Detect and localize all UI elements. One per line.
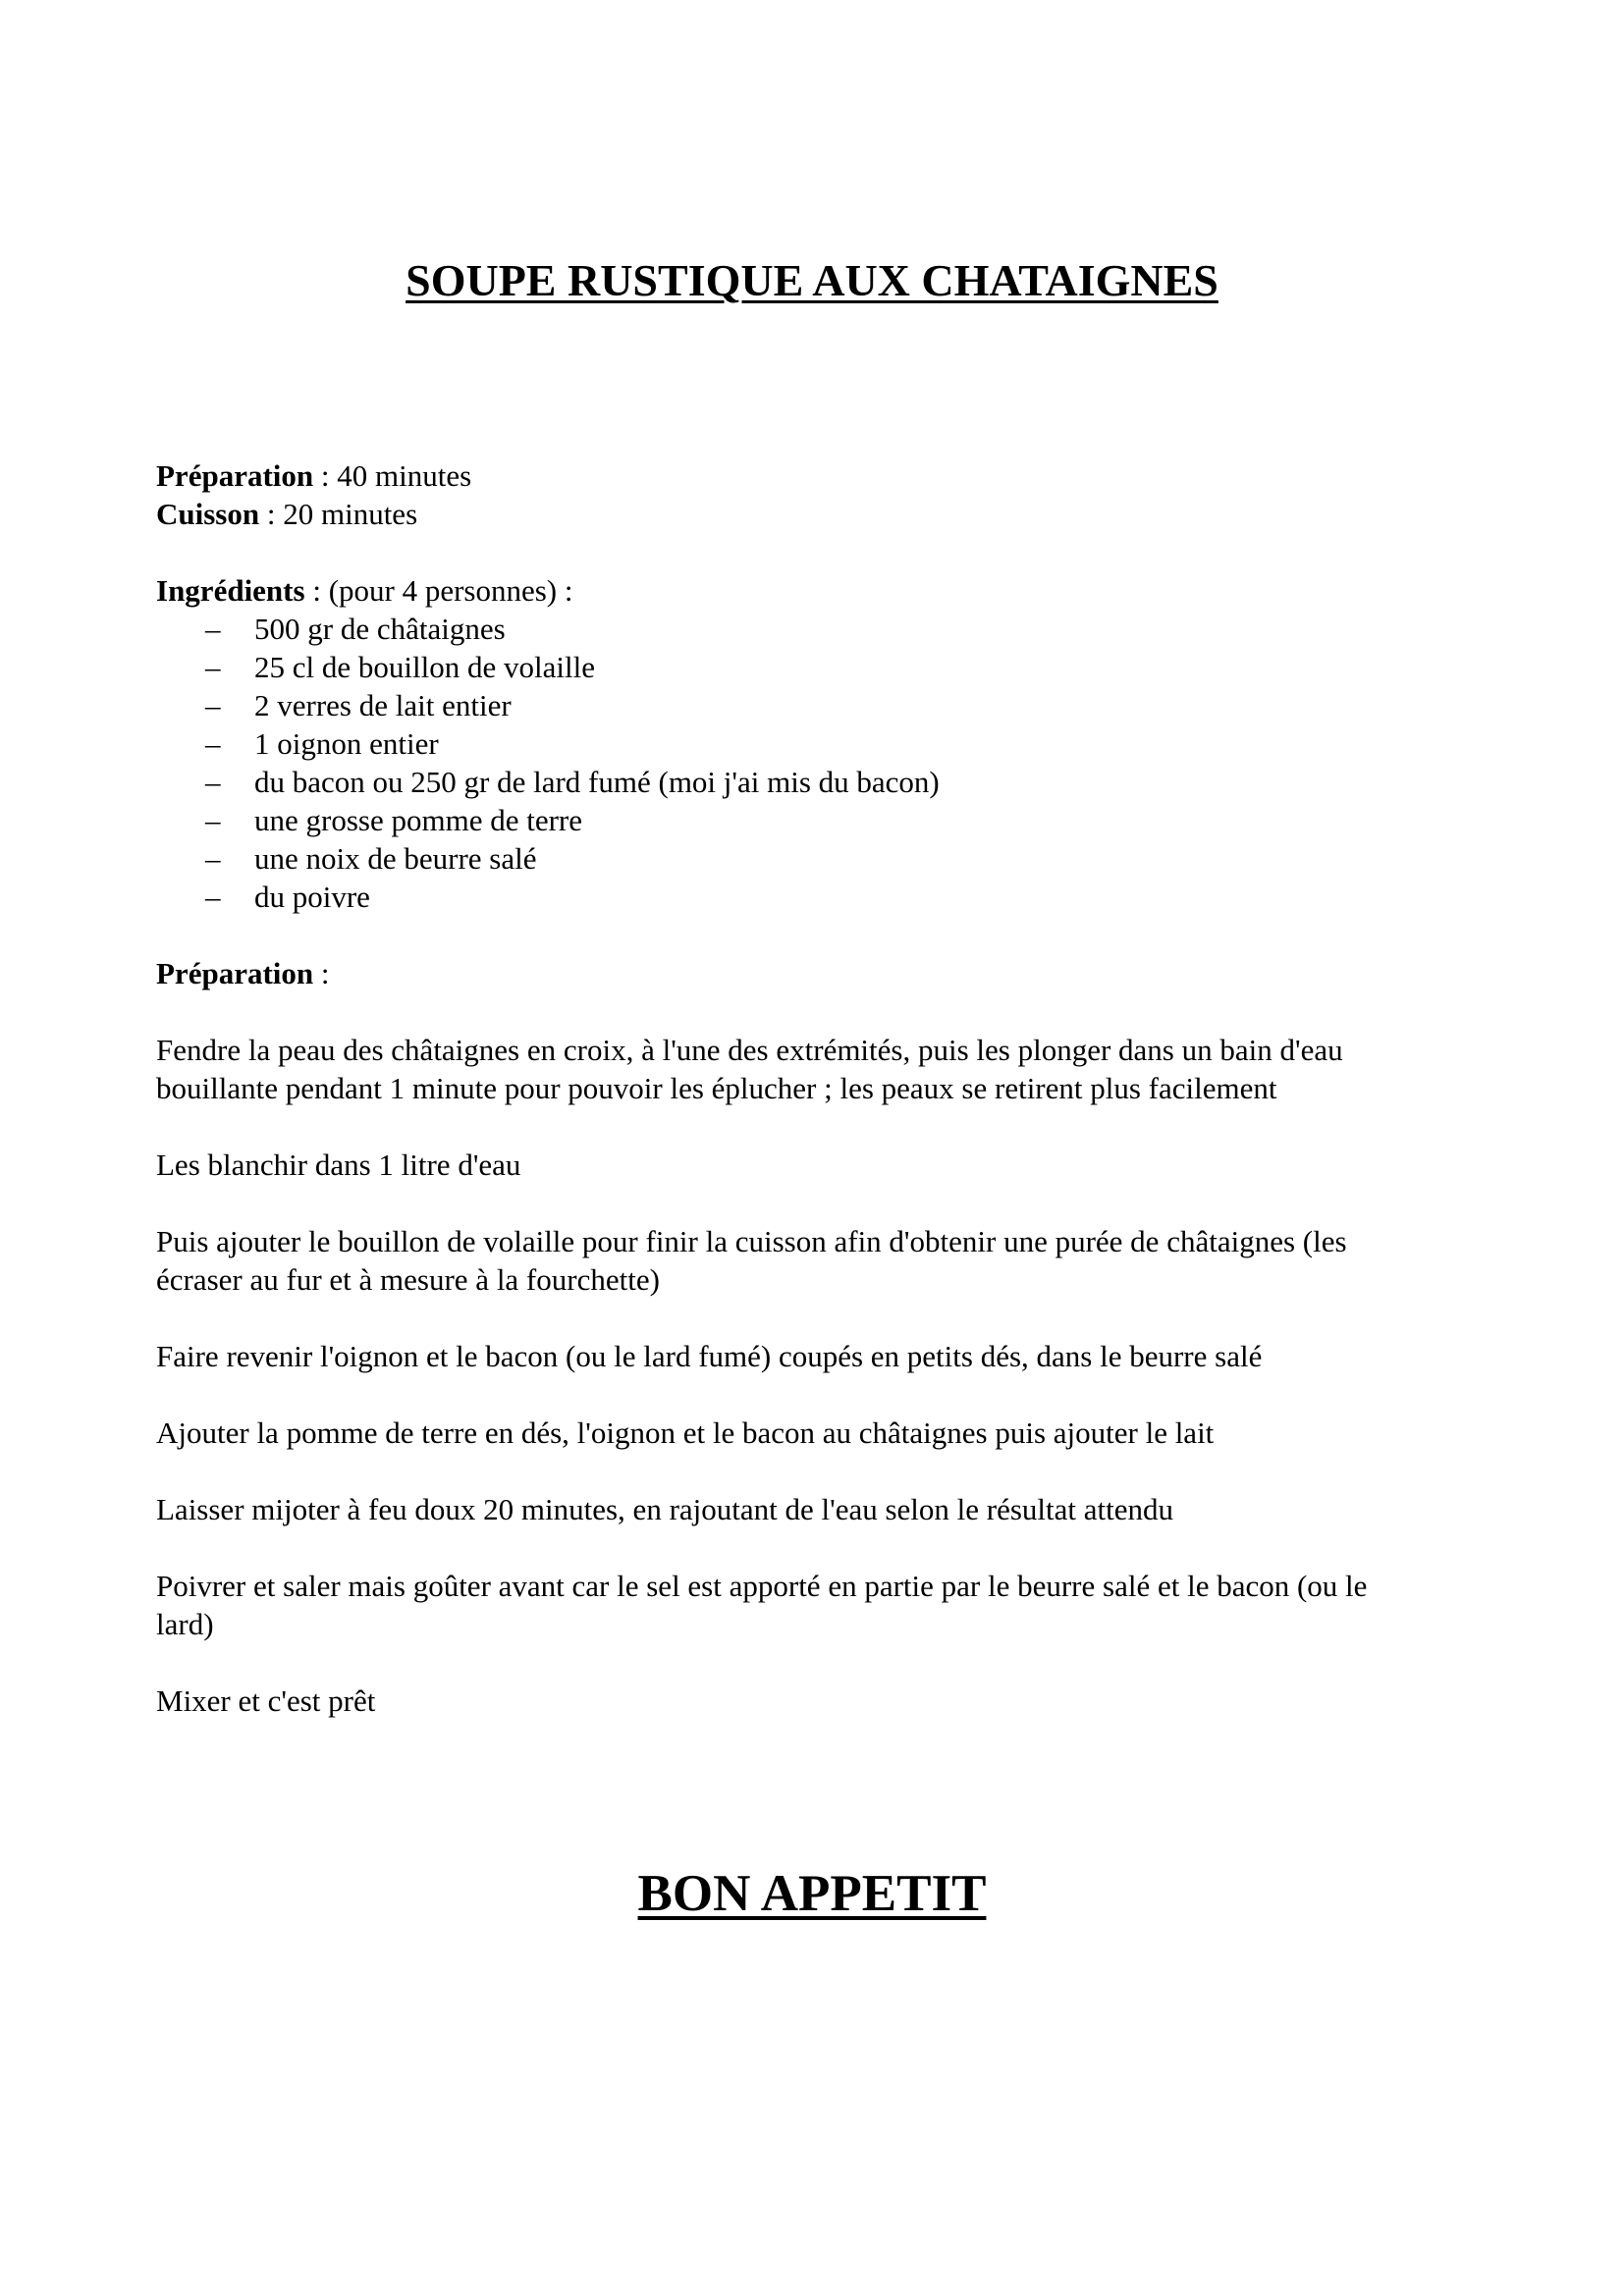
dash-bullet: – (205, 765, 221, 799)
prep-time-line (156, 456, 1511, 495)
closing-heading: BON APPETIT (637, 1865, 987, 1922)
ingredients-suffix: : (pour 4 personnes) : (304, 573, 573, 608)
preparation-step (156, 1222, 1511, 1299)
ingredient-item (156, 686, 1511, 724)
ingredients-label: Ingrédients (156, 573, 305, 608)
preparation-label: Préparation (156, 956, 314, 990)
preparation-step (156, 1337, 1511, 1375)
ingredient-text: du bacon ou 250 gr de lard fumé (moi j'ai mis du bacon) (254, 765, 940, 799)
cook-time-label: Cuisson (156, 497, 260, 531)
ingredient-text: 500 gr de châtaignes (254, 612, 506, 646)
ingredient-text: une grosse pomme de terre (254, 803, 582, 837)
step-line: Faire revenir l'oignon et le bacon (ou le lard fumé) coupés en petits dés, dans le beurre salé (156, 1339, 1263, 1373)
recipe-body (156, 456, 1511, 1720)
preparation-suffix: : (313, 956, 330, 990)
spacer (156, 1107, 1511, 1146)
step-line: Puis ajouter le bouillon de volaille pour finir la cuisson afin d'obtenir une purée de châtaignes (les (156, 1224, 1347, 1258)
ingredient-text: une noix de beurre salé (254, 841, 537, 876)
ingredient-item (156, 724, 1511, 763)
ingredient-text: 2 verres de lait entier (254, 688, 512, 722)
preparation-step (156, 1031, 1511, 1107)
spacer (156, 1452, 1511, 1490)
ingredient-text: du poivre (254, 880, 370, 914)
preparation-step (156, 1490, 1511, 1528)
step-line: lard) (156, 1607, 214, 1641)
spacer (156, 1299, 1511, 1337)
step-line: Mixer et c'est prêt (156, 1683, 376, 1718)
ingredients-heading (156, 571, 1511, 610)
preparation-step (156, 1146, 1511, 1184)
step-line: Les blanchir dans 1 litre d'eau (156, 1148, 521, 1182)
step-line: Ajouter la pomme de terre en dés, l'oignon et le bacon au châtaignes puis ajouter le lait (156, 1415, 1215, 1450)
cook-time-line (156, 495, 1511, 533)
dash-bullet: – (205, 612, 221, 646)
spacer (156, 1528, 1511, 1567)
dash-bullet: – (205, 688, 221, 722)
recipe-title: SOUPE RUSTIQUE AUX CHATAIGNES (406, 255, 1218, 305)
spacer (156, 1375, 1511, 1414)
ingredient-item (156, 839, 1511, 878)
preparation-step (156, 1682, 1511, 1720)
spacer (156, 992, 1511, 1031)
dash-bullet: – (205, 650, 221, 684)
ingredient-item (156, 610, 1511, 648)
ingredient-text: 1 oignon entier (254, 726, 439, 761)
dash-bullet: – (205, 841, 221, 876)
preparation-heading (156, 954, 1511, 992)
cook-time-value: : 20 minutes (259, 497, 418, 531)
preparation-step (156, 1414, 1511, 1452)
ingredient-list (156, 610, 1511, 916)
ingredient-item (156, 801, 1511, 839)
step-line: bouillante pendant 1 minute pour pouvoir les éplucher ; les peaux se retirent plus facilement (156, 1071, 1277, 1105)
ingredient-item (156, 648, 1511, 686)
prep-time-value: : 40 minutes (313, 458, 472, 493)
step-line: Laisser mijoter à feu doux 20 minutes, en rajoutant de l'eau selon le résultat attendu (156, 1492, 1174, 1526)
dash-bullet: – (205, 880, 221, 914)
ingredient-item (156, 878, 1511, 916)
spacer (156, 1643, 1511, 1682)
ingredient-item (156, 763, 1511, 801)
step-line: Fendre la peau des châtaignes en croix, à l'une des extrémités, puis les plonger dans un bain d'eau (156, 1033, 1343, 1067)
spacer (156, 1184, 1511, 1222)
preparation-step (156, 1567, 1511, 1643)
spacer (156, 533, 1511, 571)
dash-bullet: – (205, 726, 221, 761)
step-line: écraser au fur et à mesure à la fourchette) (156, 1262, 660, 1297)
step-line: Poivrer et saler mais goûter avant car le sel est apporté en partie par le beurre salé et le bacon (ou le (156, 1569, 1368, 1603)
prep-time-label: Préparation (156, 458, 314, 493)
dash-bullet: – (205, 803, 221, 837)
spacer (156, 916, 1511, 954)
ingredient-text: 25 cl de bouillon de volaille (254, 650, 595, 684)
